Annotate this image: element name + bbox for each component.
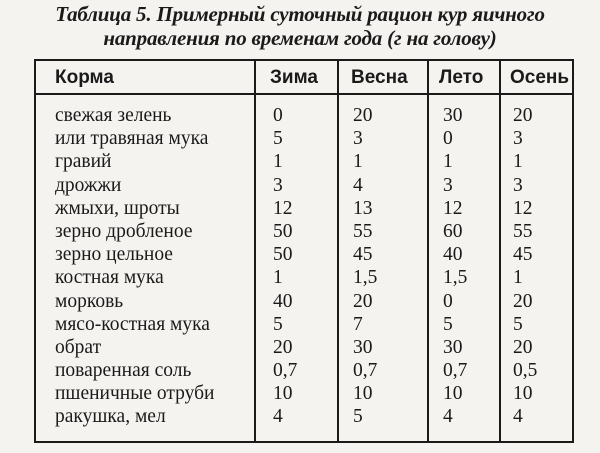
table-row — [36, 359, 572, 382]
value-cell: 7 — [353, 313, 363, 335]
table-row — [36, 174, 572, 197]
feed-name-cell: или травяная мука — [55, 128, 209, 150]
value-cell: 1 — [273, 267, 283, 289]
table-row — [36, 336, 572, 359]
value-cell: 3 — [513, 174, 523, 196]
table-row — [36, 266, 572, 289]
feed-name-cell: костная мука — [55, 267, 164, 289]
value-cell: 1 — [353, 151, 363, 173]
value-cell: 3 — [513, 128, 523, 150]
feed-name-cell: ракушка, мел — [55, 406, 166, 428]
value-cell: 50 — [273, 220, 293, 242]
feed-name-cell: пшеничные отруби — [55, 383, 215, 405]
value-cell: 1,5 — [443, 267, 468, 289]
value-cell: 10 — [273, 383, 293, 405]
value-cell: 5 — [513, 313, 523, 335]
table-row — [36, 290, 572, 313]
value-cell: 5 — [273, 128, 283, 150]
value-cell: 5 — [273, 313, 283, 335]
value-cell: 40 — [273, 290, 293, 312]
value-cell: 0 — [443, 290, 453, 312]
value-cell: 20 — [353, 290, 373, 312]
value-cell: 60 — [443, 220, 463, 242]
table-row — [36, 382, 572, 405]
value-cell: 1 — [443, 151, 453, 173]
header-winter: Зима — [270, 67, 318, 88]
value-cell: 4 — [443, 406, 453, 428]
value-cell: 45 — [353, 244, 373, 266]
feed-name-cell: гравий — [55, 151, 112, 173]
table-row — [36, 127, 572, 150]
table-row — [36, 313, 572, 336]
value-cell: 55 — [353, 220, 373, 242]
table-caption — [0, 2, 600, 50]
value-cell: 12 — [443, 197, 463, 219]
value-cell: 30 — [443, 105, 463, 126]
table-body — [36, 104, 572, 429]
value-cell: 0,7 — [443, 360, 468, 382]
value-cell: 1,5 — [353, 267, 378, 289]
value-cell: 3 — [353, 128, 363, 150]
value-cell: 0,7 — [273, 360, 298, 382]
value-cell: 1 — [513, 151, 523, 173]
feed-name-cell: жмыхи, шроты — [55, 197, 180, 219]
feed-name-cell: дрожжи — [55, 174, 122, 196]
table-row — [36, 104, 572, 127]
value-cell: 10 — [513, 383, 533, 405]
value-cell: 3 — [273, 174, 283, 196]
value-cell: 5 — [443, 313, 453, 335]
table-row — [36, 197, 572, 220]
value-cell: 3 — [443, 174, 453, 196]
header-summer: Лето — [439, 67, 484, 88]
value-cell: 45 — [513, 244, 533, 266]
value-cell: 40 — [443, 244, 463, 266]
value-cell: 20 — [353, 105, 373, 126]
header-divider — [36, 93, 572, 95]
feed-name-cell: свежая зелень — [55, 105, 172, 126]
feed-name-cell: обрат — [55, 336, 102, 358]
value-cell: 0,5 — [513, 360, 538, 382]
value-cell: 30 — [443, 336, 463, 358]
value-cell: 1 — [513, 267, 523, 289]
value-cell: 55 — [513, 220, 533, 242]
table-title-line-1: Таблица 5. Примерный суточный рацион кур яичного — [55, 2, 545, 26]
header-spring: Весна — [351, 67, 408, 88]
feed-name-cell: зерно цельное — [55, 244, 173, 266]
value-cell: 20 — [513, 105, 533, 126]
value-cell: 4 — [353, 174, 363, 196]
feed-name-cell: зерно дробленое — [55, 220, 193, 242]
header-autumn: Осень — [510, 67, 570, 88]
value-cell: 0 — [273, 105, 283, 126]
table-row — [36, 243, 572, 266]
value-cell: 10 — [353, 383, 373, 405]
value-cell: 1 — [273, 151, 283, 173]
value-cell: 30 — [353, 336, 373, 358]
value-cell: 12 — [273, 197, 293, 219]
value-cell: 20 — [513, 336, 533, 358]
table-row — [36, 150, 572, 173]
ration-table — [34, 59, 574, 443]
feed-name-cell: мясо-костная мука — [55, 313, 210, 335]
table-row — [36, 220, 572, 243]
value-cell: 12 — [513, 197, 533, 219]
table-row — [36, 405, 572, 428]
value-cell: 4 — [513, 406, 523, 428]
feed-name-cell: морковь — [55, 290, 124, 312]
value-cell: 0 — [443, 128, 453, 150]
value-cell: 4 — [273, 406, 283, 428]
value-cell: 20 — [513, 290, 533, 312]
header-feed: Корма — [55, 67, 114, 88]
feed-name-cell: поваренная соль — [55, 360, 192, 382]
value-cell: 0,7 — [353, 360, 378, 382]
value-cell: 50 — [273, 244, 293, 266]
value-cell: 10 — [443, 383, 463, 405]
value-cell: 5 — [353, 406, 363, 428]
value-cell: 13 — [353, 197, 373, 219]
value-cell: 20 — [273, 336, 293, 358]
table-title-line-2: направления по временам года (г на голову) — [103, 26, 497, 50]
